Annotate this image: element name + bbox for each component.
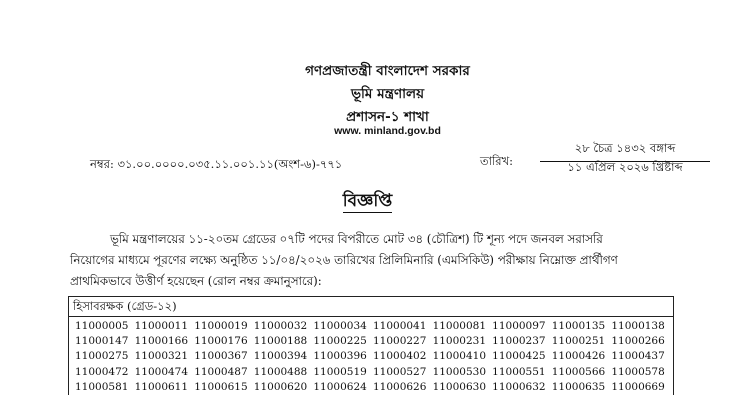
roll-number: 11000081 bbox=[432, 320, 487, 332]
roll-number: 11000166 bbox=[134, 335, 189, 348]
roll-number-grid bbox=[69, 317, 673, 395]
roll-number: 11000632 bbox=[492, 380, 546, 393]
roll-number: 11000034 bbox=[313, 320, 367, 332]
roll-number: 11000630 bbox=[432, 380, 487, 393]
notice-title-text: বিজ্ঞপ্তি bbox=[342, 191, 393, 211]
roll-number: 11000426 bbox=[551, 350, 606, 363]
roll-number: 11000425 bbox=[492, 350, 546, 363]
roll-number: 11000578 bbox=[611, 365, 665, 378]
ministry-name: ভূমি মন্ত্রণালয় bbox=[350, 86, 425, 102]
roll-number: 11000394 bbox=[253, 350, 308, 363]
roll-number: 11000615 bbox=[194, 380, 248, 393]
table-row bbox=[75, 349, 673, 364]
roll-number: 11000019 bbox=[194, 320, 248, 332]
roll-number: 11000396 bbox=[313, 350, 367, 363]
roll-number: 11000138 bbox=[611, 320, 665, 332]
notice-paragraph-line-3: প্রাথমিকভাবে উত্তীর্ণ হয়েছেন (রোল নম্বর ক্রমানুসারে): bbox=[70, 274, 322, 288]
grade-label: হিসাবরক্ষক (গ্রেড-১২) bbox=[69, 297, 673, 317]
roll-number: 11000488 bbox=[253, 365, 308, 378]
date-gregorian: ১১ এপ্রিল ২০২৬ খ্রিষ্টাব্দ bbox=[567, 160, 683, 174]
roll-number: 11000402 bbox=[372, 350, 427, 363]
roll-number: 11000237 bbox=[492, 335, 546, 348]
roll-number: 11000251 bbox=[551, 335, 606, 348]
roll-number: 11000551 bbox=[492, 365, 546, 378]
roll-number: 11000225 bbox=[313, 335, 367, 348]
notice-paragraph-line-1: ভূমি মন্ত্রণালয়ের ১১-২০তম গ্রেডের ০৭টি পদের বিপরীতে মোট ৩৪ (চৌত্রিশ) টি শূন্য পদে জনবল সরাসরি bbox=[110, 232, 603, 246]
memo-number: নম্বর: ৩১.০০.০০০০.০৩৫.১১.০০১.১১(অংশ-৬)-৭৭১ bbox=[90, 157, 343, 171]
roll-number: 11000472 bbox=[75, 365, 129, 378]
roll-number: 11000275 bbox=[75, 350, 129, 363]
roll-number: 11000474 bbox=[134, 365, 189, 378]
roll-number: 11000611 bbox=[134, 380, 189, 393]
roll-number: 11000437 bbox=[611, 350, 665, 363]
results-table bbox=[68, 296, 674, 395]
table-row bbox=[75, 380, 673, 395]
roll-number: 11000321 bbox=[134, 350, 189, 363]
roll-number: 11000032 bbox=[253, 320, 308, 332]
roll-number: 11000410 bbox=[432, 350, 487, 363]
date-label: তারিখ: bbox=[480, 154, 514, 168]
table-row bbox=[75, 334, 673, 349]
roll-number: 11000519 bbox=[313, 365, 367, 378]
roll-number: 11000227 bbox=[372, 335, 427, 348]
branch-name: প্রশাসন-১ শাখা bbox=[346, 109, 429, 125]
roll-number: 11000635 bbox=[551, 380, 606, 393]
roll-number: 11000231 bbox=[432, 335, 487, 348]
table-row bbox=[75, 365, 673, 380]
website-link[interactable]: www. minland.gov.bd bbox=[334, 125, 441, 137]
roll-number: 11000147 bbox=[75, 335, 129, 348]
table-row bbox=[75, 319, 673, 334]
roll-number: 11000176 bbox=[194, 335, 248, 348]
roll-number: 11000188 bbox=[253, 335, 308, 348]
roll-number: 11000530 bbox=[432, 365, 487, 378]
roll-number: 11000367 bbox=[194, 350, 248, 363]
date-bangla: ২৮ চৈত্র ১৪৩২ বঙ্গাব্দ bbox=[540, 140, 710, 162]
notice-title bbox=[0, 188, 735, 216]
roll-number: 11000566 bbox=[551, 365, 606, 378]
government-name: গণপ্রজাতন্ত্রী বাংলাদেশ সরকার bbox=[305, 63, 470, 79]
roll-number: 11000041 bbox=[372, 320, 427, 332]
roll-number: 11000527 bbox=[372, 365, 427, 378]
roll-number: 11000620 bbox=[253, 380, 308, 393]
roll-number: 11000624 bbox=[313, 380, 367, 393]
roll-number: 11000135 bbox=[551, 320, 606, 332]
roll-number: 11000266 bbox=[611, 335, 665, 348]
roll-number: 11000669 bbox=[611, 380, 665, 393]
roll-number: 11000005 bbox=[75, 320, 129, 332]
roll-number: 11000097 bbox=[492, 320, 546, 332]
roll-number: 11000581 bbox=[75, 380, 129, 393]
roll-number: 11000487 bbox=[194, 365, 248, 378]
roll-number: 11000011 bbox=[134, 320, 189, 332]
notice-paragraph-line-2: নিয়োগের মাধ্যমে পূরণের লক্ষ্যে অনুষ্ঠিত ১১/০৪/২০২৬ তারিখের প্রিলিমিনারি (এমসিকিউ) পরীক্ষায় নিম্নোক্ত প্রার্থীগণ bbox=[70, 253, 618, 267]
roll-number: 11000626 bbox=[372, 380, 427, 393]
